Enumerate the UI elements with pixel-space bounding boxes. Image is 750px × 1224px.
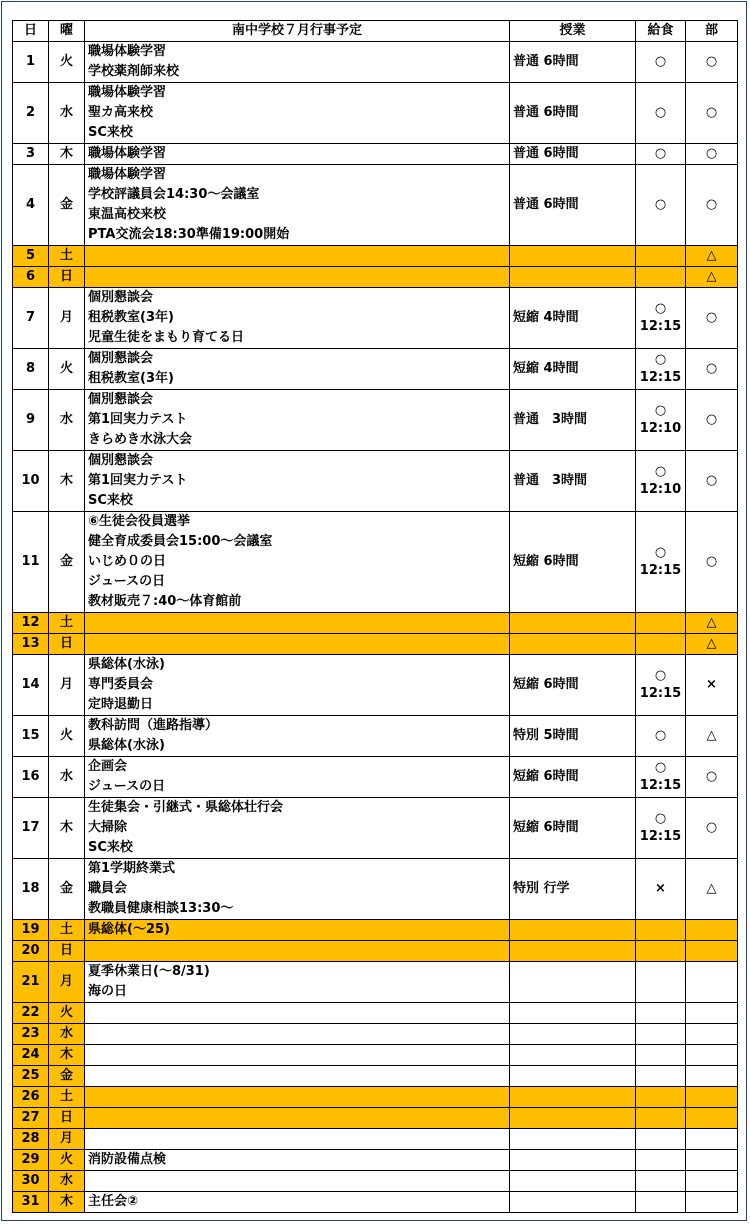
event-line: 個別懇談会 [88, 392, 154, 407]
table-row [13, 1192, 738, 1213]
events-cell [85, 1003, 510, 1024]
event-line: 専門委員会 [88, 677, 154, 692]
weekday-cell: 水 [49, 1024, 85, 1045]
club-cell: ○ [686, 349, 738, 390]
day-cell: 5 [13, 246, 49, 267]
day-cell: 15 [13, 716, 49, 757]
club-cell: ○ [686, 757, 738, 798]
event-line: 職場体験学習 [88, 167, 167, 182]
lunch-cell: ○ [636, 42, 686, 83]
header-club: 部 [686, 21, 738, 42]
club-cell: ○ [686, 144, 738, 165]
club-cell: △ [686, 634, 738, 655]
events-cell [85, 83, 510, 144]
event-line: 職場体験学習 [88, 85, 167, 100]
lunch-cell [636, 1150, 686, 1171]
header-title: 南中学校７月行事予定 [85, 21, 510, 42]
lunch-cell [636, 613, 686, 634]
event-line: SC来校 [88, 493, 133, 508]
schedule-body [13, 42, 738, 1213]
table-row [13, 1045, 738, 1066]
events-cell [85, 512, 510, 613]
event-line: ⑥生徒会役員選挙 [88, 514, 191, 529]
lunch-cell [636, 1003, 686, 1024]
classes-cell [510, 1087, 636, 1108]
table-row [13, 1066, 738, 1087]
lunch-time: 12:15 [639, 777, 682, 793]
club-cell: △ [686, 613, 738, 634]
day-cell: 1 [13, 42, 49, 83]
lunch-time: 12:15 [639, 369, 682, 385]
header-row [13, 21, 738, 42]
weekday-cell: 月 [49, 962, 85, 1003]
header-weekday: 曜 [49, 21, 85, 42]
table-row [13, 1087, 738, 1108]
classes-cell: 短縮 6時間 [510, 757, 636, 798]
event-line: 児童生徒をまもり育てる日 [88, 330, 245, 345]
club-cell [686, 962, 738, 1003]
club-cell [686, 1108, 738, 1129]
lunch-cell [636, 1087, 686, 1108]
event-line: 学校評議員会14:30～会議室 [88, 187, 260, 202]
weekday-cell: 月 [49, 288, 85, 349]
weekday-cell: 土 [49, 613, 85, 634]
weekday-cell: 木 [49, 144, 85, 165]
lunch-cell [636, 655, 686, 716]
event-line: 教職員健康相談13:30～ [88, 901, 234, 916]
event-line: 個別懇談会 [88, 453, 154, 468]
lunch-time: 12:10 [639, 420, 682, 436]
event-line: 大掃除 [88, 820, 128, 835]
lunch-cell [636, 390, 686, 451]
day-cell: 11 [13, 512, 49, 613]
weekday-cell: 日 [49, 1108, 85, 1129]
day-cell: 9 [13, 390, 49, 451]
table-row [13, 798, 738, 859]
classes-cell: 特別 5時間 [510, 716, 636, 757]
event-line: ジュースの日 [88, 574, 166, 589]
day-cell: 24 [13, 1045, 49, 1066]
events-cell [85, 859, 510, 920]
day-cell: 16 [13, 757, 49, 798]
weekday-cell: 土 [49, 246, 85, 267]
table-row [13, 962, 738, 1003]
day-cell: 12 [13, 613, 49, 634]
events-cell [85, 1129, 510, 1150]
lunch-cell [636, 349, 686, 390]
lunch-mark: ○ [654, 300, 667, 316]
event-line: 個別懇談会 [88, 290, 154, 305]
day-cell: 30 [13, 1171, 49, 1192]
table-row [13, 83, 738, 144]
day-cell: 6 [13, 267, 49, 288]
club-cell [686, 1129, 738, 1150]
event-line: 第1回実力テスト [88, 412, 188, 427]
events-cell [85, 1024, 510, 1045]
weekday-cell: 日 [49, 267, 85, 288]
table-row [13, 1108, 738, 1129]
table-row [13, 716, 738, 757]
events-cell [85, 288, 510, 349]
lunch-cell [636, 1192, 686, 1213]
day-cell: 27 [13, 1108, 49, 1129]
weekday-cell: 火 [49, 42, 85, 83]
table-row [13, 1129, 738, 1150]
club-cell [686, 1087, 738, 1108]
classes-cell [510, 1129, 636, 1150]
event-line: 東温高校来校 [88, 207, 167, 222]
events-cell [85, 962, 510, 1003]
weekday-cell: 月 [49, 655, 85, 716]
event-line: 個別懇談会 [88, 351, 154, 366]
events-cell [85, 349, 510, 390]
table-row [13, 941, 738, 962]
club-cell [686, 1003, 738, 1024]
lunch-cell: ○ [636, 144, 686, 165]
table-row [13, 267, 738, 288]
club-cell: ○ [686, 42, 738, 83]
day-cell: 3 [13, 144, 49, 165]
lunch-cell [636, 1045, 686, 1066]
lunch-cell [636, 798, 686, 859]
table-row [13, 1150, 738, 1171]
classes-cell: 普通 6時間 [510, 144, 636, 165]
event-line: 海の日 [88, 984, 128, 999]
event-line: 聖カ高来校 [88, 105, 154, 120]
table-row [13, 757, 738, 798]
table-row [13, 349, 738, 390]
event-line: SC来校 [88, 840, 133, 855]
club-cell [686, 1045, 738, 1066]
lunch-time: 12:15 [639, 828, 682, 844]
club-cell: ○ [686, 512, 738, 613]
lunch-mark: ○ [654, 810, 667, 826]
weekday-cell: 火 [49, 1150, 85, 1171]
table-row [13, 165, 738, 246]
club-cell: △ [686, 859, 738, 920]
table-row [13, 451, 738, 512]
weekday-cell: 金 [49, 512, 85, 613]
event-line: きらめき水泳大会 [88, 432, 193, 447]
event-line: 教科訪問（進路指導） [88, 718, 219, 733]
classes-cell: 普通 6時間 [510, 42, 636, 83]
weekday-cell: 木 [49, 1045, 85, 1066]
day-cell: 31 [13, 1192, 49, 1213]
day-cell: 10 [13, 451, 49, 512]
lunch-time: 12:15 [639, 562, 682, 578]
event-line: 定時退勤日 [88, 697, 154, 712]
event-line: 職場体験学習 [88, 146, 167, 161]
event-line: 租税教室(3年) [88, 310, 174, 325]
classes-cell: 短縮 6時間 [510, 655, 636, 716]
day-cell: 22 [13, 1003, 49, 1024]
weekday-cell: 火 [49, 349, 85, 390]
events-cell [85, 1192, 510, 1213]
events-cell [85, 1087, 510, 1108]
day-cell: 26 [13, 1087, 49, 1108]
header-classes: 授業 [510, 21, 636, 42]
lunch-cell: ○ [636, 165, 686, 246]
lunch-cell [636, 1066, 686, 1087]
lunch-cell: ○ [636, 716, 686, 757]
lunch-cell: × [636, 859, 686, 920]
event-line: 第1学期終業式 [88, 861, 176, 876]
event-line: ジュースの日 [88, 779, 166, 794]
classes-cell: 短縮 6時間 [510, 798, 636, 859]
table-row [13, 655, 738, 716]
table-row [13, 144, 738, 165]
events-cell [85, 246, 510, 267]
event-line: 租税教室(3年) [88, 371, 174, 386]
weekday-cell: 木 [49, 1192, 85, 1213]
event-line: 教材販売７:40～体育館前 [88, 594, 242, 609]
table-row [13, 1024, 738, 1045]
table-row [13, 859, 738, 920]
lunch-time: 12:10 [639, 481, 682, 497]
weekday-cell: 金 [49, 165, 85, 246]
events-cell [85, 165, 510, 246]
day-cell: 17 [13, 798, 49, 859]
classes-cell [510, 1024, 636, 1045]
weekday-cell: 日 [49, 941, 85, 962]
club-cell: ○ [686, 288, 738, 349]
lunch-cell [636, 634, 686, 655]
events-cell [85, 1150, 510, 1171]
events-cell [85, 941, 510, 962]
weekday-cell: 水 [49, 83, 85, 144]
event-line: 県総体(～25) [88, 922, 170, 937]
day-cell: 14 [13, 655, 49, 716]
classes-cell [510, 920, 636, 941]
lunch-cell [636, 962, 686, 1003]
events-cell [85, 144, 510, 165]
lunch-cell [636, 512, 686, 613]
events-cell [85, 42, 510, 83]
classes-cell [510, 246, 636, 267]
classes-cell: 普通 3時間 [510, 451, 636, 512]
classes-cell [510, 1003, 636, 1024]
lunch-cell [636, 451, 686, 512]
weekday-cell: 火 [49, 716, 85, 757]
event-line: 第1回実力テスト [88, 473, 188, 488]
classes-cell [510, 267, 636, 288]
day-cell: 28 [13, 1129, 49, 1150]
club-cell: ○ [686, 165, 738, 246]
club-cell: × [686, 655, 738, 716]
table-row [13, 634, 738, 655]
classes-cell [510, 1192, 636, 1213]
event-line: SC来校 [88, 125, 133, 140]
classes-cell [510, 1171, 636, 1192]
events-cell [85, 1045, 510, 1066]
event-line: 学校薬剤師来校 [88, 64, 180, 79]
day-cell: 25 [13, 1066, 49, 1087]
weekday-cell: 日 [49, 634, 85, 655]
table-row [13, 613, 738, 634]
lunch-cell [636, 1024, 686, 1045]
club-cell: ○ [686, 798, 738, 859]
day-cell: 2 [13, 83, 49, 144]
header-lunch: 給食 [636, 21, 686, 42]
event-line: 県総体(水泳) [88, 738, 165, 753]
lunch-cell: ○ [636, 83, 686, 144]
lunch-cell [636, 246, 686, 267]
lunch-time: 12:15 [639, 685, 682, 701]
lunch-mark: ○ [654, 544, 667, 560]
table-row [13, 1003, 738, 1024]
club-cell: ○ [686, 390, 738, 451]
table-row [13, 390, 738, 451]
table-row [13, 512, 738, 613]
table-row [13, 1171, 738, 1192]
classes-cell [510, 1150, 636, 1171]
club-cell [686, 1066, 738, 1087]
classes-cell: 短縮 4時間 [510, 288, 636, 349]
event-line: 主任会② [88, 1194, 139, 1209]
header-day: 日 [13, 21, 49, 42]
lunch-cell [636, 288, 686, 349]
event-line: PTA交流会18:30準備19:00開始 [88, 227, 290, 242]
lunch-mark: ○ [654, 759, 667, 775]
weekday-cell: 木 [49, 451, 85, 512]
lunch-mark: ○ [654, 667, 667, 683]
lunch-cell [636, 1129, 686, 1150]
lunch-cell [636, 1171, 686, 1192]
weekday-cell: 水 [49, 390, 85, 451]
classes-cell: 特別 行学 [510, 859, 636, 920]
classes-cell [510, 962, 636, 1003]
classes-cell [510, 1066, 636, 1087]
events-cell [85, 716, 510, 757]
weekday-cell: 土 [49, 920, 85, 941]
lunch-cell [636, 757, 686, 798]
club-cell: △ [686, 267, 738, 288]
lunch-cell [636, 920, 686, 941]
event-line: 職場体験学習 [88, 44, 167, 59]
weekday-cell: 水 [49, 1171, 85, 1192]
weekday-cell: 火 [49, 1003, 85, 1024]
table-row [13, 42, 738, 83]
events-cell [85, 757, 510, 798]
day-cell: 18 [13, 859, 49, 920]
events-cell [85, 1108, 510, 1129]
event-line: 職員会 [88, 881, 128, 896]
table-row [13, 920, 738, 941]
classes-cell [510, 941, 636, 962]
events-cell [85, 390, 510, 451]
day-cell: 21 [13, 962, 49, 1003]
day-cell: 19 [13, 920, 49, 941]
events-cell [85, 267, 510, 288]
club-cell [686, 941, 738, 962]
club-cell [686, 1171, 738, 1192]
event-line: 消防設備点検 [88, 1152, 167, 1167]
day-cell: 4 [13, 165, 49, 246]
weekday-cell: 土 [49, 1087, 85, 1108]
event-line: 生徒集会・引継式・県総体壮行会 [88, 800, 284, 815]
day-cell: 29 [13, 1150, 49, 1171]
lunch-mark: ○ [654, 463, 667, 479]
day-cell: 20 [13, 941, 49, 962]
lunch-cell [636, 267, 686, 288]
classes-cell [510, 1045, 636, 1066]
weekday-cell: 木 [49, 798, 85, 859]
classes-cell: 短縮 6時間 [510, 512, 636, 613]
classes-cell: 普通 6時間 [510, 83, 636, 144]
lunch-mark: ○ [654, 351, 667, 367]
event-line: 健全育成委員会15:00～会議室 [88, 534, 273, 549]
events-cell [85, 451, 510, 512]
events-cell [85, 1171, 510, 1192]
club-cell: △ [686, 246, 738, 267]
table-row [13, 246, 738, 267]
weekday-cell: 金 [49, 859, 85, 920]
day-cell: 8 [13, 349, 49, 390]
lunch-cell [636, 941, 686, 962]
classes-cell [510, 634, 636, 655]
club-cell: △ [686, 716, 738, 757]
classes-cell: 普通 3時間 [510, 390, 636, 451]
weekday-cell: 水 [49, 757, 85, 798]
event-line: 県総体(水泳) [88, 657, 165, 672]
club-cell: ○ [686, 451, 738, 512]
events-cell [85, 655, 510, 716]
club-cell [686, 1150, 738, 1171]
lunch-mark: ○ [654, 402, 667, 418]
day-cell: 13 [13, 634, 49, 655]
event-line: 企画会 [88, 759, 128, 774]
classes-cell [510, 1108, 636, 1129]
events-cell [85, 798, 510, 859]
club-cell: ○ [686, 83, 738, 144]
classes-cell [510, 613, 636, 634]
lunch-cell [636, 1108, 686, 1129]
events-cell [85, 1066, 510, 1087]
club-cell [686, 1024, 738, 1045]
table-row [13, 288, 738, 349]
events-cell [85, 613, 510, 634]
weekday-cell: 月 [49, 1129, 85, 1150]
event-line: いじめ０の日 [88, 554, 167, 569]
day-cell: 23 [13, 1024, 49, 1045]
classes-cell: 普通 6時間 [510, 165, 636, 246]
day-cell: 7 [13, 288, 49, 349]
lunch-time: 12:15 [639, 318, 682, 334]
club-cell [686, 920, 738, 941]
events-cell [85, 634, 510, 655]
weekday-cell: 金 [49, 1066, 85, 1087]
events-cell [85, 920, 510, 941]
club-cell [686, 1192, 738, 1213]
classes-cell: 短縮 4時間 [510, 349, 636, 390]
schedule-table [12, 20, 738, 1213]
event-line: 夏季休業日(～8/31) [88, 964, 210, 979]
